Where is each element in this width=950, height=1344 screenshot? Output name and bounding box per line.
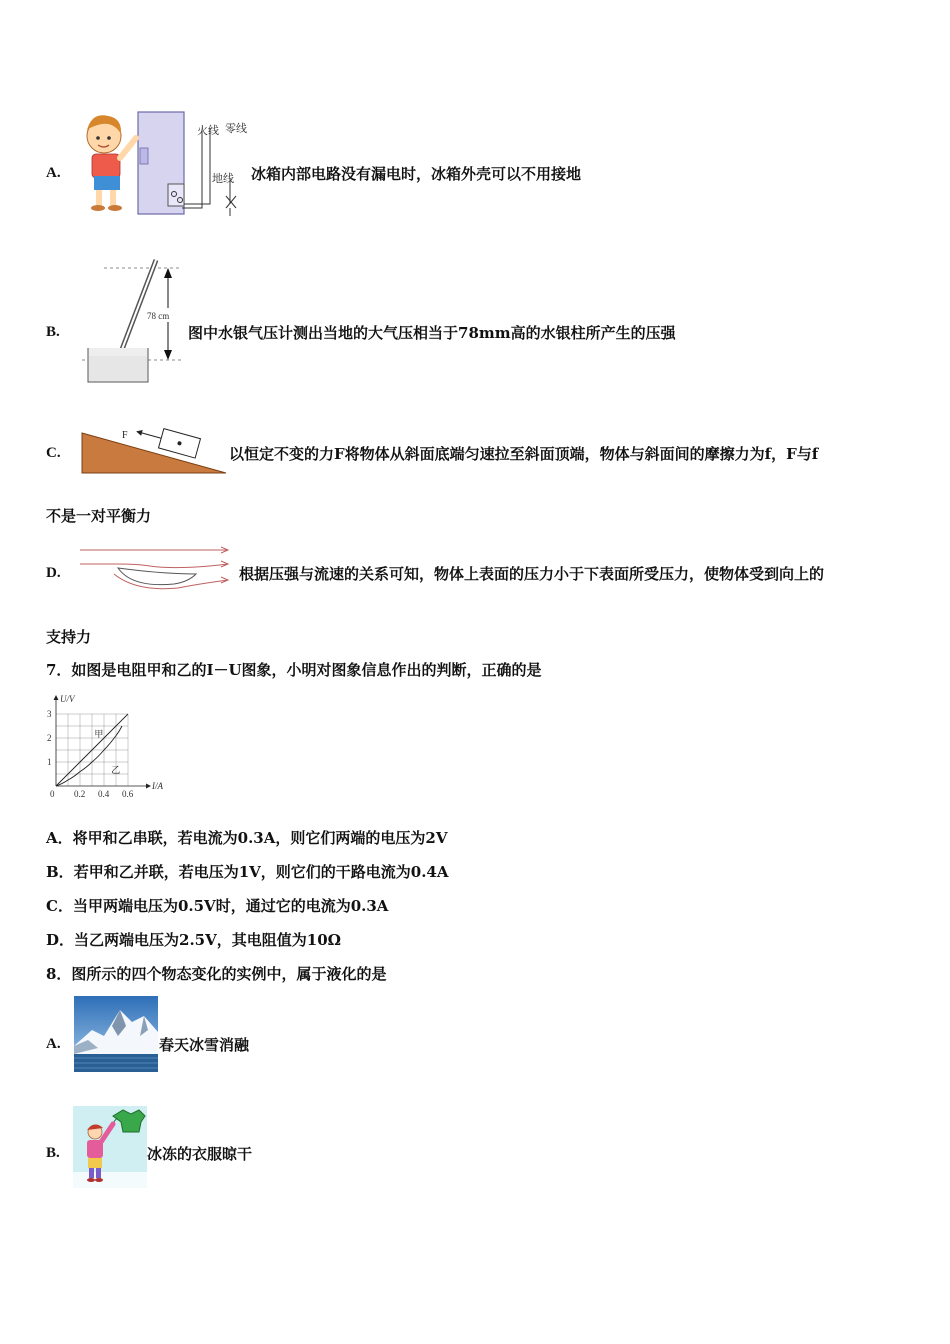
series-label-jia: 甲 [94, 729, 104, 740]
y-axis-arrow [54, 695, 59, 700]
option-b-text: 图中水银气压计测出当地的大气压相当于78mm高的水银柱所产生的压强 [188, 324, 676, 342]
x-tick-label: 0.6 [122, 789, 134, 799]
q8-option-a-text: 春天冰雪消融 [159, 1036, 250, 1054]
option-c-label: C. [46, 445, 61, 461]
height-78cm-label: 78 cm [147, 311, 170, 321]
neutral-wire-label: 零线 [225, 122, 247, 135]
q7-option-a-label: A． [46, 829, 73, 847]
y-tick-label: 1 [47, 757, 52, 767]
q8-option-b-text: 冰冻的衣服晾干 [147, 1145, 253, 1163]
frozen-clothes-image [73, 1106, 147, 1188]
q8-stem: 8．图所示的四个物态变化的实例中，属于液化的是 [46, 965, 387, 983]
airflow-figure [78, 544, 234, 590]
y-tick-label: 3 [47, 709, 52, 719]
q7-option-a-text: 将甲和乙串联，若电流为0.3A，则它们两端的电压为2V [72, 829, 448, 847]
q7-option-b [46, 862, 449, 882]
q7-option-d-text: 当乙两端电压为2.5V，其电阻值为10Ω [74, 931, 341, 949]
iu-chart [40, 690, 170, 800]
y-tick-label: 2 [47, 733, 52, 743]
option-d-continuation: 支持力 [46, 628, 92, 646]
q7-stem: 7．如图是电阻甲和乙的I－U图象，小明对图象信息作出的判断，正确的是 [46, 661, 542, 679]
option-b-label: B. [46, 324, 60, 340]
q8-option-a-label: A. [46, 1036, 61, 1052]
x-tick-label: 0.4 [98, 789, 110, 799]
q7-option-a [46, 828, 447, 848]
option-c-continuation: 不是一对平衡力 [46, 507, 152, 525]
option-a-label: A. [46, 165, 61, 181]
series-line-yi [56, 726, 122, 786]
x-tick-label: 0.2 [74, 789, 86, 799]
q7-option-c-text: 当甲两端电压为0.5V时，通过它的电流为0.3A [72, 897, 389, 915]
barometer-figure [78, 256, 188, 388]
live-wire-label: 火线 [197, 124, 219, 137]
series-label-yi: 乙 [111, 765, 121, 776]
x-tick-label: 0 [50, 789, 55, 799]
ground-wire-label: 地线 [212, 172, 234, 185]
fridge-circuit-figure [78, 108, 248, 220]
y-axis-label: U/V [60, 694, 75, 704]
option-c-text: 以恒定不变的力F将物体从斜面底端匀速拉至斜面顶端，物体与斜面间的摩擦力为f，F与f [229, 445, 819, 463]
q8-option-b-label: B. [46, 1145, 60, 1161]
option-d-text: 根据压强与流速的关系可知，物体上表面的压力小于下表面所受压力，使物体受到向上的 [239, 565, 825, 583]
q7-option-d-label: D． [46, 931, 75, 949]
q7-option-c [46, 896, 388, 916]
q7-option-c-label: C． [46, 897, 73, 915]
snow-mountain-image [74, 996, 158, 1072]
force-f-label: F [122, 430, 128, 441]
q7-option-d [46, 930, 341, 950]
x-axis-label: I/A [152, 781, 163, 791]
option-d-label: D. [46, 565, 61, 581]
x-axis-arrow [146, 784, 151, 789]
option-a-text: 冰箱内部电路没有漏电时，冰箱外壳可以不用接地 [251, 165, 582, 183]
q7-option-b-label: B． [46, 863, 74, 881]
q7-option-b-text: 若甲和乙并联，若电压为1V，则它们的干路电流为0.4A [73, 863, 449, 881]
incline-figure [80, 425, 230, 477]
